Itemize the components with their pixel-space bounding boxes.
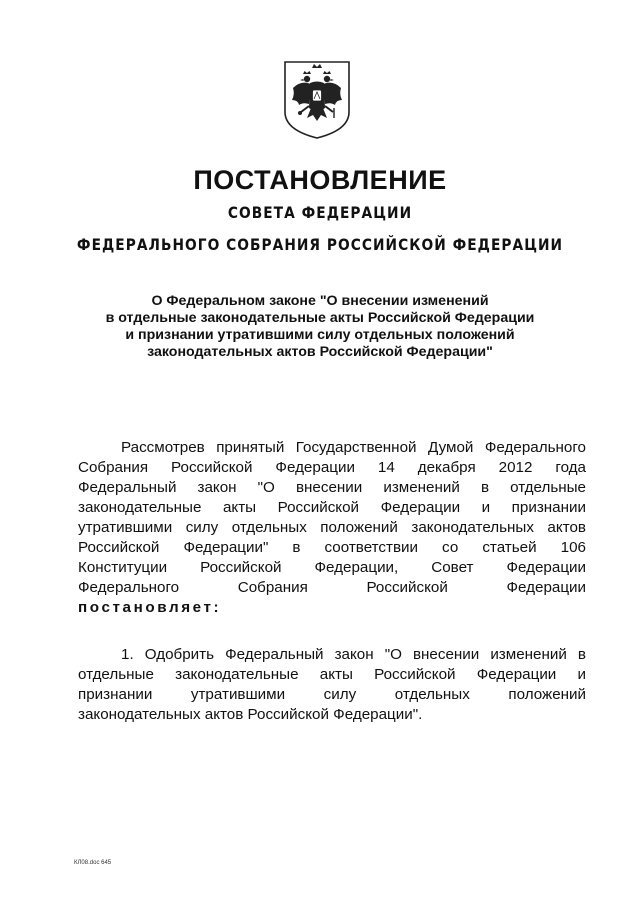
subject-line: О Федеральном законе "О внесении изменений	[151, 293, 489, 309]
russian-coat-of-arms-icon	[281, 58, 353, 140]
item-line: признании утратившими силу отдельных положений	[78, 686, 586, 703]
resolves-word: постановляет:	[78, 599, 222, 616]
item-line: отдельные законодательные акты Российской Федерации и	[78, 666, 586, 683]
preamble-line: законодательные акты Российской Федерации и признании	[78, 499, 586, 516]
document-subject	[90, 293, 550, 361]
preamble-line: Собрания Российской Федерации 14 декабря 2012 года	[78, 459, 586, 476]
preamble-line: Федерального Собрания Российской Федерации	[78, 579, 586, 596]
subject-line: в отдельные законодательные акты Российской Федерации	[105, 310, 535, 326]
preamble-line: Рассмотрев принятый Государственной Думой Федерального	[121, 439, 586, 456]
preamble-paragraph	[78, 438, 586, 618]
preamble-line: Конституции Российской Федерации, Совет Федерации	[78, 559, 586, 576]
preamble-line: утратившими силу отдельных положений законодательных актов	[78, 519, 586, 536]
subject-line: законодательных актов Российской Федерации"	[147, 344, 493, 360]
preamble-line: Российской Федерации" в соответствии со статьей 106	[78, 539, 586, 556]
preamble-line: Федеральный закон "О внесении изменений в отдельные	[78, 479, 586, 496]
item-1-paragraph	[78, 645, 586, 725]
item-line: 1. Одобрить Федеральный закон "О внесении изменений в	[121, 646, 586, 663]
document-title: ПОСТАНОВЛЕНИЕ	[193, 165, 447, 195]
document-code: КЛ08.doc 645	[74, 860, 112, 866]
item-line: законодательных актов Российской Федерации".	[78, 706, 423, 723]
issuer-line-2: ФЕДЕРАЛЬНОГО СОБРАНИЯ РОССИЙСКОЙ ФЕДЕРАЦИИ	[76, 235, 564, 254]
issuer-line-1: СОВЕТА ФЕДЕРАЦИИ	[227, 203, 413, 222]
subject-line: и признании утратившими силу отдельных положений	[125, 327, 515, 343]
